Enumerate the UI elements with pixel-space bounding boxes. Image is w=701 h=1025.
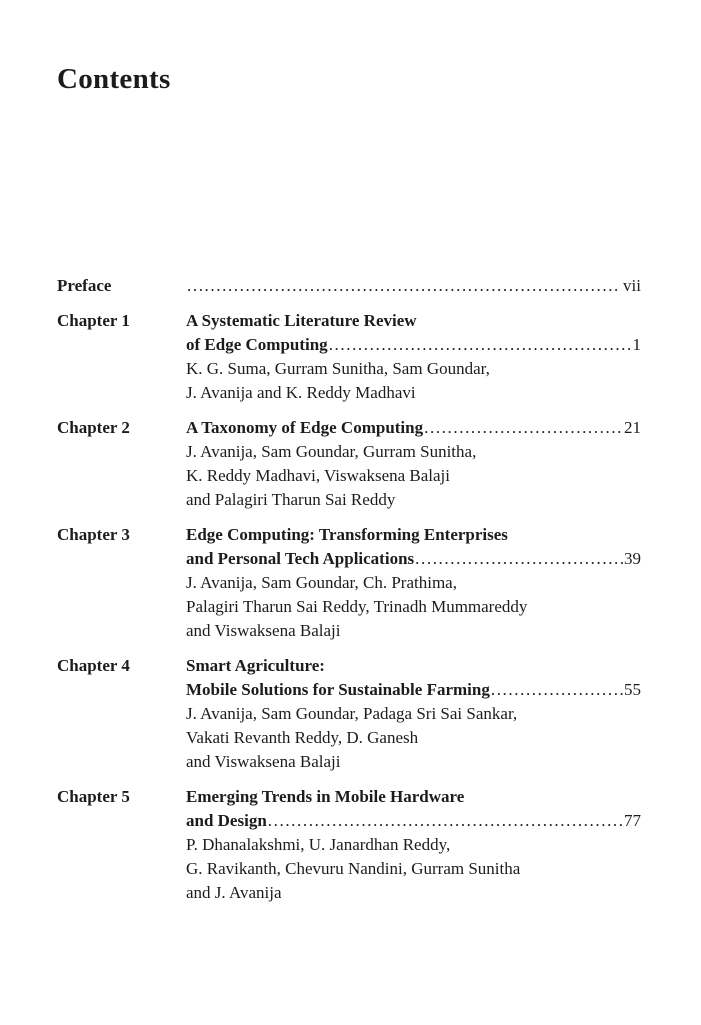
toc-entry-label: Preface <box>57 275 112 295</box>
toc-page-number: 77 <box>624 810 641 830</box>
toc-entry-authors: and Viswaksena Balaji <box>186 620 341 640</box>
leader-dots <box>187 274 617 298</box>
toc-entry-authors: P. Dhanalakshmi, U. Janardhan Reddy, <box>186 834 451 854</box>
toc-page-number: 39 <box>624 548 641 568</box>
toc-entry-title: A Taxonomy of Edge Computing <box>186 417 424 437</box>
toc-entry-authors: and Palagiri Tharun Sai Reddy <box>186 489 396 509</box>
toc-entry-title: Emerging Trends in Mobile Hardware <box>186 786 465 806</box>
toc-entry-authors: K. G. Suma, Gurram Sunitha, Sam Goundar, <box>186 358 490 378</box>
toc-entry-content <box>186 416 641 512</box>
toc-entry-label: Chapter 1 <box>57 310 130 330</box>
toc-entry-title-continued: and Personal Tech Applications <box>186 548 415 568</box>
leader-dots <box>491 678 624 702</box>
toc-leader-row <box>186 274 641 298</box>
toc-list <box>57 274 641 905</box>
toc-leader-row <box>186 547 641 571</box>
toc-entry-content <box>186 523 641 643</box>
toc-entry-label: Chapter 2 <box>57 417 130 437</box>
toc-entry-authors: J. Avanija, Sam Goundar, Padaga Sri Sai Sankar, <box>186 703 518 723</box>
toc-entry-title-continued: of Edge Computing <box>186 334 328 354</box>
toc-leader-row <box>186 416 641 440</box>
toc-entry-authors: J. Avanija and K. Reddy Madhavi <box>186 382 416 402</box>
toc-leader-row <box>186 678 641 702</box>
toc-leader-row <box>186 333 641 357</box>
toc-entry-title: Edge Computing: Transforming Enterprises <box>186 524 508 544</box>
leader-dots <box>415 547 624 571</box>
toc-page-number: 55 <box>624 679 641 699</box>
toc-entry-authors: G. Ravikanth, Chevuru Nandini, Gurram Sunitha <box>186 858 521 878</box>
page-title: Contents <box>57 63 171 95</box>
toc-entry-authors: K. Reddy Madhavi, Viswaksena Balaji <box>186 465 451 485</box>
toc-entry-authors: and Viswaksena Balaji <box>186 751 341 771</box>
toc-entry-label: Chapter 5 <box>57 786 130 806</box>
toc-entry-authors: J. Avanija, Sam Goundar, Gurram Sunitha, <box>186 441 477 461</box>
leader-dots <box>424 416 624 440</box>
toc-entry-chapter-3 <box>57 523 641 643</box>
toc-entry-content <box>186 654 641 774</box>
toc-entry-title: A Systematic Literature Review <box>186 310 417 330</box>
leader-dots <box>329 333 633 357</box>
toc-leader-row <box>186 809 641 833</box>
toc-page-number: 1 <box>632 334 641 354</box>
toc-entry-chapter-2 <box>57 416 641 512</box>
toc-page-number: vii <box>623 275 641 295</box>
toc-page-number: 21 <box>624 417 641 437</box>
toc-entry-title-continued: and Design <box>186 810 267 830</box>
toc-entry-chapter-1 <box>57 309 641 405</box>
toc-entry-label: Chapter 3 <box>57 524 130 544</box>
toc-entry-label: Chapter 4 <box>57 655 130 675</box>
toc-entry-content <box>186 274 641 298</box>
toc-entry-preface <box>57 274 641 298</box>
toc-entry-authors: Palagiri Tharun Sai Reddy, Trinadh Mummareddy <box>186 596 528 616</box>
leader-dots <box>268 809 624 833</box>
toc-entry-chapter-4 <box>57 654 641 774</box>
toc-entry-authors: J. Avanija, Sam Goundar, Ch. Prathima, <box>186 572 457 592</box>
toc-entry-chapter-5 <box>57 785 641 905</box>
toc-entry-content <box>186 785 641 905</box>
toc-entry-authors: Vakati Revanth Reddy, D. Ganesh <box>186 727 419 747</box>
toc-entry-title-continued: Mobile Solutions for Sustainable Farming <box>186 679 490 699</box>
toc-entry-authors: and J. Avanija <box>186 882 282 902</box>
toc-entry-title: Smart Agriculture: <box>186 655 325 675</box>
toc-entry-content <box>186 309 641 405</box>
